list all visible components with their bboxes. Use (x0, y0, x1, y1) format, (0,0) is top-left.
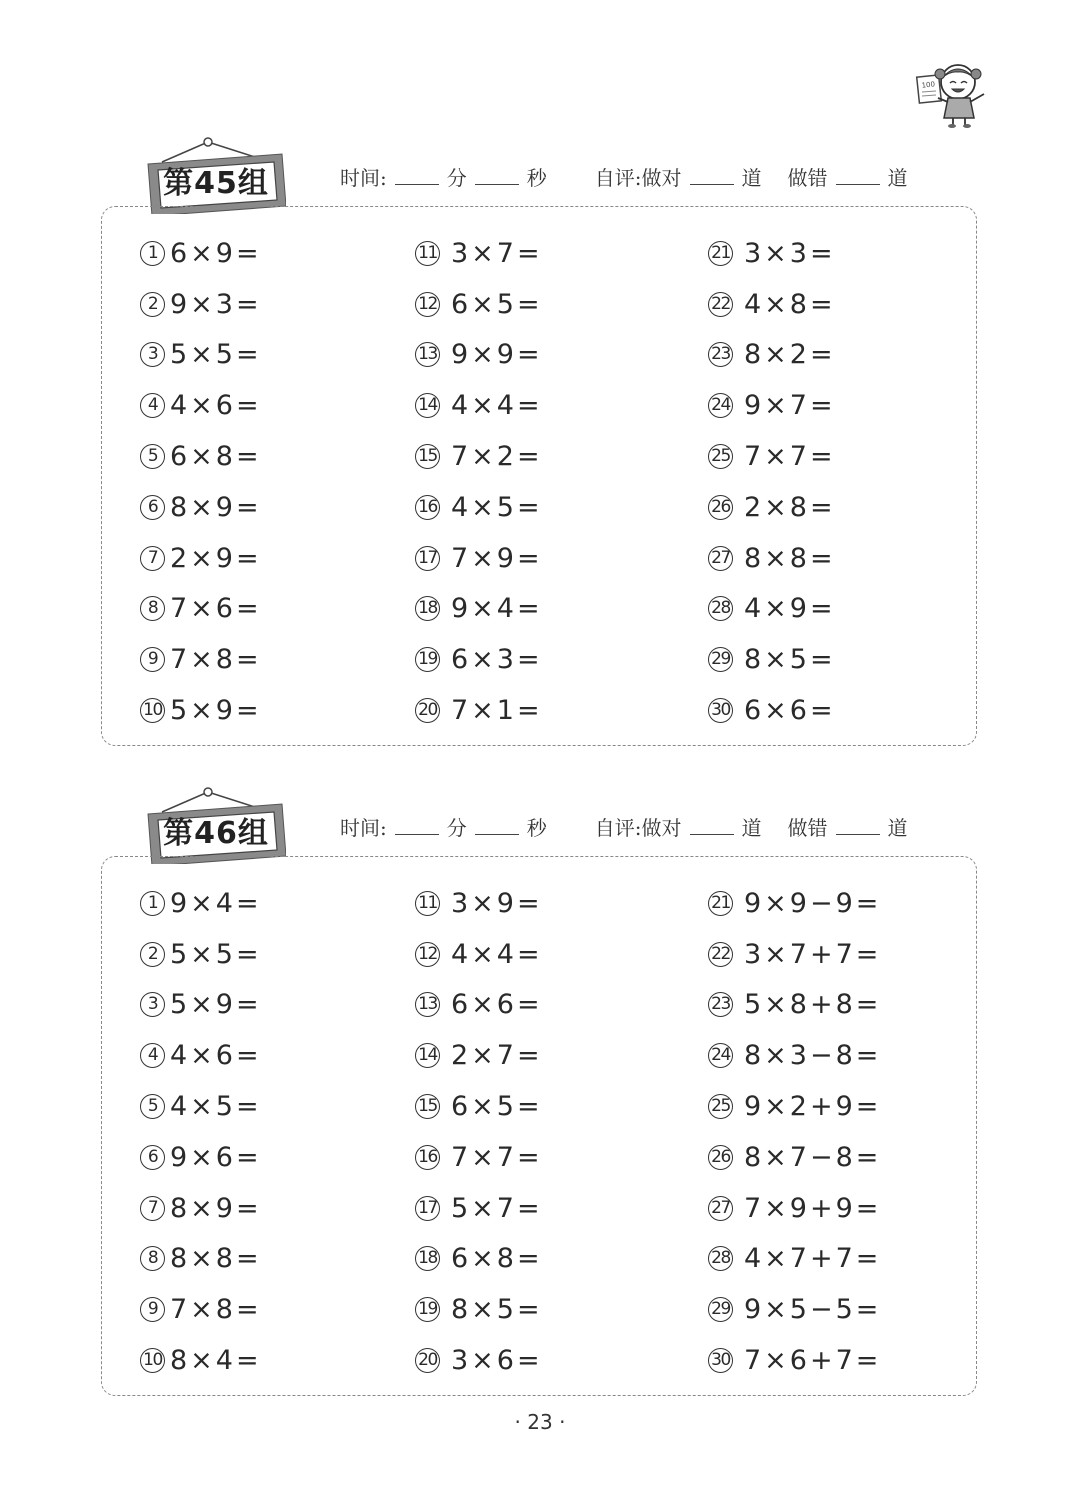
problem-item (415, 584, 543, 635)
problem-expression: 5×9= (170, 695, 262, 727)
problem-item (415, 533, 543, 584)
problem-item (708, 1081, 881, 1132)
problem-item (415, 330, 543, 381)
minutes-blank[interactable] (395, 818, 439, 835)
wrong-unit: 道 (887, 166, 908, 190)
problem-item (140, 380, 262, 431)
problem-expression: 7×8= (170, 644, 262, 676)
problem-number: 25 (708, 444, 733, 469)
problem-expression: 8×5= (744, 644, 836, 676)
problem-item (140, 1183, 262, 1234)
problem-item (415, 1284, 543, 1335)
problem-item (708, 929, 881, 980)
problem-expression: 7×7= (744, 441, 836, 473)
problem-item (140, 1284, 262, 1335)
problem-expression: 9×9−9= (744, 887, 882, 919)
problem-item (708, 1183, 881, 1234)
problem-expression: 4×7+7= (744, 1243, 882, 1275)
problem-number: 7 (140, 1196, 165, 1221)
problem-expression: 7×8= (170, 1294, 262, 1326)
problem-item (140, 1081, 262, 1132)
problem-number: 9 (140, 1297, 165, 1322)
problem-number: 30 (708, 1348, 733, 1373)
problem-number: 22 (708, 942, 733, 967)
problem-number: 4 (140, 393, 165, 418)
problem-item (708, 533, 836, 584)
problem-expression: 6×3= (451, 644, 543, 676)
problem-expression: 4×6= (170, 1040, 262, 1072)
problem-number: 3 (140, 992, 165, 1017)
group-title: 第46组 (163, 816, 269, 851)
problem-number: 11 (415, 891, 440, 916)
problem-number: 15 (415, 444, 440, 469)
problem-expression: 5×9= (170, 989, 262, 1021)
problem-item (415, 1132, 543, 1183)
problem-number: 8 (140, 1246, 165, 1271)
problem-number: 9 (140, 647, 165, 672)
problem-number: 13 (415, 342, 440, 367)
wrong-label: 做错 (787, 166, 828, 190)
problem-item (708, 228, 836, 279)
problem-item (708, 980, 881, 1031)
problem-number: 2 (140, 942, 165, 967)
problem-column-3 (708, 228, 836, 736)
minutes-label: 分 (446, 166, 467, 190)
problem-number: 2 (140, 292, 165, 317)
problem-expression: 5×5= (170, 938, 262, 970)
problem-expression: 9×6= (170, 1141, 262, 1173)
problem-number: 29 (708, 647, 733, 672)
problem-number: 18 (415, 1246, 440, 1271)
minutes-blank[interactable] (395, 168, 439, 185)
problem-expression: 8×7−8= (744, 1141, 882, 1173)
problem-expression: 8×9= (170, 1192, 262, 1224)
problem-item (708, 685, 836, 736)
problem-item (140, 1132, 262, 1183)
problem-expression: 8×5= (451, 1294, 543, 1326)
problem-item (708, 330, 836, 381)
problem-item (415, 482, 543, 533)
problem-item (708, 279, 836, 330)
group-title: 第45组 (163, 166, 269, 201)
problem-number: 1 (140, 891, 165, 916)
problem-number: 15 (415, 1094, 440, 1119)
problem-item (708, 1234, 881, 1285)
problem-item (415, 380, 543, 431)
problem-item (708, 634, 836, 685)
problem-item (415, 279, 543, 330)
problem-item (708, 1335, 881, 1386)
seconds-blank[interactable] (475, 818, 519, 835)
paper-score-text: 100 (921, 80, 936, 90)
problem-number: 25 (708, 1094, 733, 1119)
problem-number: 27 (708, 546, 733, 571)
problem-number: 13 (415, 992, 440, 1017)
record-header (340, 812, 908, 841)
problem-item (140, 980, 262, 1031)
problem-expression: 8×2= (744, 339, 836, 371)
problem-expression: 4×8= (744, 288, 836, 320)
problem-number: 27 (708, 1196, 733, 1221)
problem-item (415, 878, 543, 929)
problem-item (140, 1234, 262, 1285)
problem-number: 12 (415, 942, 440, 967)
problem-number: 16 (415, 495, 440, 520)
problem-number: 3 (140, 342, 165, 367)
problem-item (140, 330, 262, 381)
time-label: 时间: (340, 166, 387, 190)
problem-number: 23 (708, 342, 733, 367)
problem-column-3 (708, 878, 881, 1386)
problem-item (415, 1183, 543, 1234)
group-title-sign (146, 786, 286, 864)
problem-number: 10 (140, 1348, 165, 1373)
problem-expression: 9×2+9= (744, 1091, 882, 1123)
problem-expression: 8×9= (170, 491, 262, 523)
seconds-label: 秒 (526, 816, 547, 840)
problem-expression: 3×7= (451, 237, 543, 269)
problem-expression: 9×4= (170, 887, 262, 919)
problem-expression: 7×7= (451, 1141, 543, 1173)
problem-item (708, 380, 836, 431)
problem-expression: 3×6= (451, 1345, 543, 1377)
problem-number: 1 (140, 241, 165, 266)
problem-number: 4 (140, 1043, 165, 1068)
problem-number: 19 (415, 1297, 440, 1322)
problem-number: 16 (415, 1145, 440, 1170)
problem-number: 17 (415, 1196, 440, 1221)
problem-expression: 8×4= (170, 1345, 262, 1377)
problem-item (140, 533, 262, 584)
problem-expression: 4×5= (170, 1091, 262, 1123)
wrong-label: 做错 (787, 816, 828, 840)
time-label: 时间: (340, 816, 387, 840)
problem-expression: 6×8= (451, 1243, 543, 1275)
problem-item (140, 1335, 262, 1386)
problem-number: 19 (415, 647, 440, 672)
problem-column-2 (415, 878, 543, 1386)
problem-item (140, 431, 262, 482)
problem-number: 20 (415, 1348, 440, 1373)
problem-column-1 (140, 228, 262, 736)
problem-expression: 7×1= (451, 695, 543, 727)
problem-number: 5 (140, 1094, 165, 1119)
problem-expression: 4×6= (170, 390, 262, 422)
problem-expression: 4×5= (451, 491, 543, 523)
problem-item (415, 1234, 543, 1285)
problem-expression: 9×7= (744, 390, 836, 422)
problem-number: 28 (708, 1246, 733, 1271)
problem-number: 6 (140, 1145, 165, 1170)
problem-expression: 9×4= (451, 593, 543, 625)
problem-number: 12 (415, 292, 440, 317)
problem-expression: 3×7+7= (744, 938, 882, 970)
problem-item (140, 482, 262, 533)
problem-expression: 2×8= (744, 491, 836, 523)
problem-number: 23 (708, 992, 733, 1017)
problem-item (415, 228, 543, 279)
group-title-sign (146, 136, 286, 214)
problem-number: 24 (708, 393, 733, 418)
problem-expression: 4×4= (451, 938, 543, 970)
problem-item (140, 634, 262, 685)
problem-expression: 8×8= (744, 542, 836, 574)
problem-number: 26 (708, 1145, 733, 1170)
problem-item (415, 431, 543, 482)
problem-expression: 6×5= (451, 1091, 543, 1123)
problem-item (140, 685, 262, 736)
problem-number: 17 (415, 546, 440, 571)
problem-item (140, 929, 262, 980)
problem-number: 6 (140, 495, 165, 520)
problem-expression: 9×9= (451, 339, 543, 371)
wrong-unit: 道 (887, 816, 908, 840)
problem-item (415, 1030, 543, 1081)
problem-expression: 6×9= (170, 237, 262, 269)
problem-item (708, 878, 881, 929)
problem-expression: 2×7= (451, 1040, 543, 1072)
problem-number: 14 (415, 1043, 440, 1068)
seconds-blank[interactable] (475, 168, 519, 185)
problem-number: 24 (708, 1043, 733, 1068)
problem-expression: 7×9= (451, 542, 543, 574)
problem-expression: 5×7= (451, 1192, 543, 1224)
problem-number: 5 (140, 444, 165, 469)
seconds-label: 秒 (526, 166, 547, 190)
problem-expression: 6×6= (451, 989, 543, 1021)
problem-expression: 6×5= (451, 288, 543, 320)
problem-item (415, 929, 543, 980)
problem-number: 30 (708, 698, 733, 723)
record-header (340, 162, 908, 191)
problem-item (708, 1132, 881, 1183)
problem-expression: 4×9= (744, 593, 836, 625)
minutes-label: 分 (446, 816, 467, 840)
problem-expression: 7×2= (451, 441, 543, 473)
problem-item (415, 980, 543, 1031)
problem-number: 14 (415, 393, 440, 418)
problem-number: 7 (140, 546, 165, 571)
problem-item (140, 584, 262, 635)
problem-item (140, 279, 262, 330)
problem-item (708, 431, 836, 482)
problem-expression: 7×6+7= (744, 1345, 882, 1377)
problem-column-2 (415, 228, 543, 736)
problem-item (140, 878, 262, 929)
self-eval-correct-label: 自评:做对 (594, 166, 682, 190)
problem-item (415, 685, 543, 736)
problem-number: 29 (708, 1297, 733, 1322)
problem-expression: 6×8= (170, 441, 262, 473)
wrong-count-blank[interactable] (836, 168, 880, 185)
correct-count-blank[interactable] (690, 818, 734, 835)
problem-item (415, 1335, 543, 1386)
problem-item (140, 1030, 262, 1081)
problem-item (708, 1284, 881, 1335)
correct-count-blank[interactable] (690, 168, 734, 185)
problem-expression: 3×3= (744, 237, 836, 269)
problem-item (140, 228, 262, 279)
problem-number: 20 (415, 698, 440, 723)
correct-unit: 道 (741, 166, 762, 190)
problem-number: 18 (415, 596, 440, 621)
problem-number: 11 (415, 241, 440, 266)
problem-expression: 9×5−5= (744, 1294, 882, 1326)
problem-item (708, 482, 836, 533)
problem-number: 21 (708, 891, 733, 916)
problem-item (708, 1030, 881, 1081)
problem-number: 21 (708, 241, 733, 266)
problem-expression: 3×9= (451, 887, 543, 919)
mascot-girl-icon (912, 58, 992, 128)
wrong-count-blank[interactable] (836, 818, 880, 835)
problem-number: 22 (708, 292, 733, 317)
problem-expression: 2×9= (170, 542, 262, 574)
problem-expression: 8×3−8= (744, 1040, 882, 1072)
problem-expression: 5×8+8= (744, 989, 882, 1021)
problem-expression: 7×9+9= (744, 1192, 882, 1224)
problem-number: 26 (708, 495, 733, 520)
problem-column-1 (140, 878, 262, 1386)
problem-expression: 7×6= (170, 593, 262, 625)
problem-number: 10 (140, 698, 165, 723)
problem-expression: 8×8= (170, 1243, 262, 1275)
correct-unit: 道 (741, 816, 762, 840)
problem-expression: 9×3= (170, 288, 262, 320)
self-eval-correct-label: 自评:做对 (594, 816, 682, 840)
problem-item (708, 584, 836, 635)
problem-item (415, 634, 543, 685)
page-number: · 23 · (514, 1410, 566, 1434)
problem-item (415, 1081, 543, 1132)
problem-expression: 5×5= (170, 339, 262, 371)
problem-expression: 4×4= (451, 390, 543, 422)
problem-number: 28 (708, 596, 733, 621)
problem-expression: 6×6= (744, 695, 836, 727)
problem-number: 8 (140, 596, 165, 621)
